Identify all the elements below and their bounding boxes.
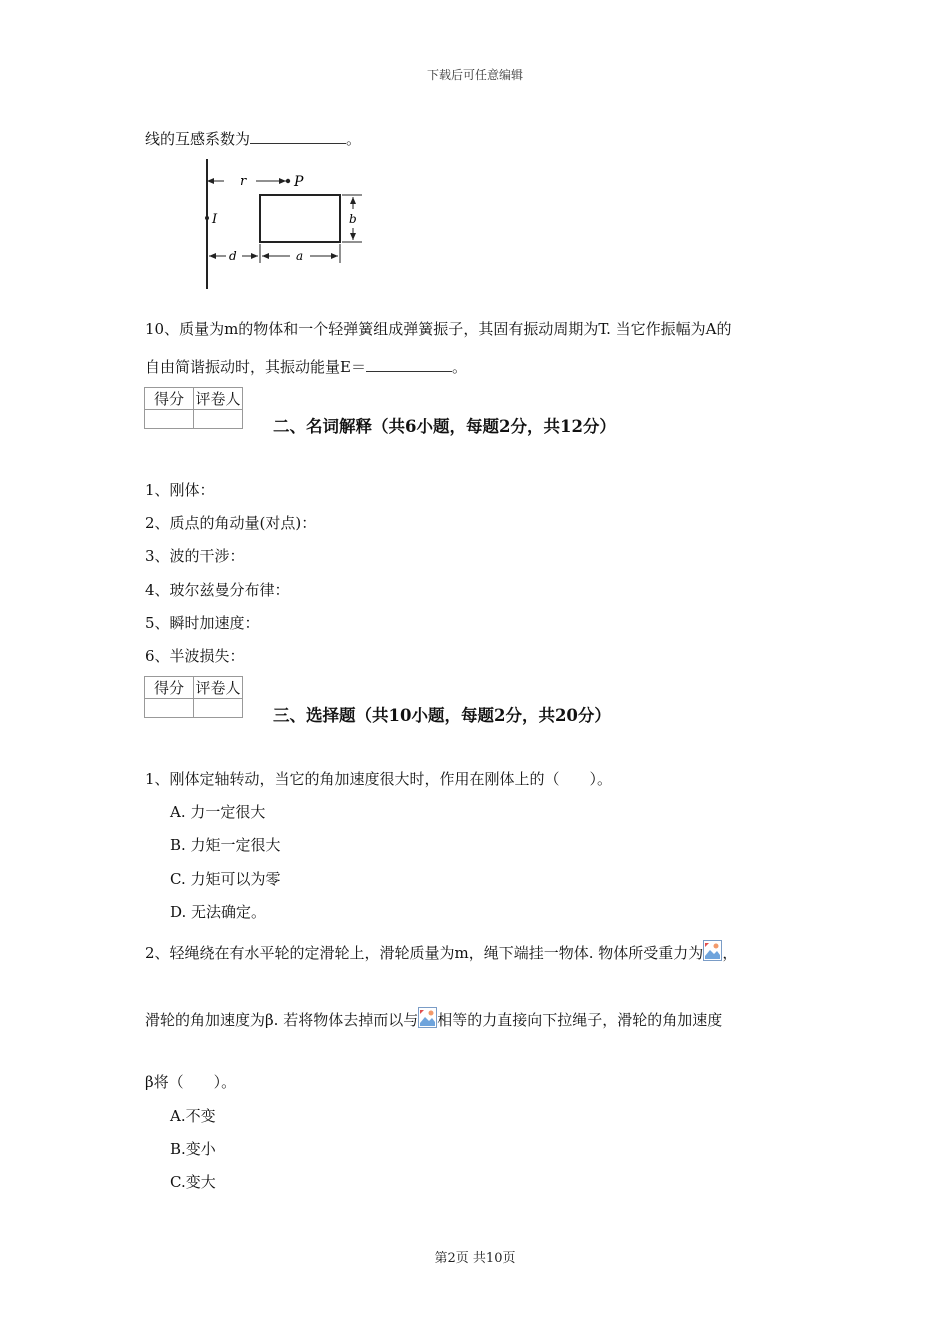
- page-header: 下载后可任意编辑: [426, 68, 523, 82]
- term-item: 4、玻尔兹曼分布律：: [145, 581, 290, 599]
- q10-line2-end: 。: [451, 358, 467, 376]
- q2-line1-end: ，: [722, 944, 738, 962]
- grader-header: 评卷人: [194, 388, 243, 410]
- term-item: 3、波的干涉：: [145, 547, 245, 565]
- score-box: [144, 676, 243, 718]
- broken-image-icon: [703, 940, 722, 961]
- q2-line2-text-b: 相等的力直接向下拉绳子，滑轮的角加速度: [437, 1011, 723, 1029]
- label-b: b: [349, 212, 357, 226]
- q10-line2-text: 自由简谐振动时，其振动能量E＝: [145, 358, 366, 376]
- broken-image-icon: [418, 1007, 437, 1028]
- q9-tail-end: 。: [346, 130, 362, 148]
- page-footer: 第2页 共10页: [434, 1251, 516, 1266]
- point-p: [286, 179, 290, 183]
- label-p: P: [294, 174, 304, 190]
- label-i: I: [212, 212, 218, 227]
- q9-tail-line: [145, 128, 361, 149]
- grader-cell[interactable]: [194, 410, 243, 429]
- answer-blank[interactable]: [250, 129, 346, 144]
- q1-stem: 1、刚体定轴转动，当它的角加速度很大时，作用在刚体上的（ ）。: [145, 770, 613, 788]
- term-item: 1、刚体：: [145, 481, 215, 499]
- q2-line2-text-a: 滑轮的角加速度为β. 若将物体去掉而以与: [145, 1011, 419, 1029]
- q9-tail-text: 线的互感系数为: [145, 130, 251, 148]
- q1-option-a[interactable]: A. 力一定很大: [170, 803, 266, 821]
- term-item: 2、质点的角动量(对点)：: [145, 514, 317, 532]
- label-d: d: [229, 249, 237, 263]
- label-a: a: [296, 249, 304, 263]
- section3-title: 三、选择题（共10小题，每题2分，共20分）: [273, 706, 611, 725]
- q1-option-d[interactable]: D. 无法确定。: [170, 903, 267, 921]
- grader-header: 评卷人: [194, 677, 243, 699]
- score-header: 得分: [145, 388, 194, 410]
- term-item: 5、瞬时加速度：: [145, 614, 260, 632]
- section2-title: 二、名词解释（共6小题，每题2分，共12分）: [273, 417, 616, 436]
- label-r: r: [240, 174, 247, 189]
- q2-line1: [145, 940, 737, 963]
- q1-option-c[interactable]: C. 力矩可以为零: [170, 870, 281, 888]
- q2-option-b[interactable]: B.变小: [170, 1140, 216, 1158]
- q10-line1: 10、质量为m的物体和一个轻弹簧组成弹簧振子，其固有振动周期为T. 当它作振幅为A的: [145, 320, 732, 338]
- rectangular-loop: [260, 195, 340, 242]
- q2-option-a[interactable]: A.不变: [170, 1107, 216, 1125]
- q2-line2: [145, 1007, 722, 1030]
- score-cell[interactable]: [145, 410, 194, 429]
- score-header: 得分: [145, 677, 194, 699]
- grader-cell[interactable]: [194, 699, 243, 718]
- q2-option-c[interactable]: C.变大: [170, 1173, 216, 1191]
- q1-option-b[interactable]: B. 力矩一定很大: [170, 836, 281, 854]
- score-box: [144, 387, 243, 429]
- q10-line2: [145, 356, 467, 377]
- q2-line1-text: 2、轻绳绕在有水平轮的定滑轮上，滑轮质量为m，绳下端挂一物体. 物体所受重力为: [145, 944, 704, 962]
- circuit-figure: [190, 155, 380, 293]
- term-item: 6、半波损失：: [145, 647, 245, 665]
- q2-line3: β将（ ）。: [145, 1073, 237, 1091]
- answer-blank[interactable]: [366, 357, 452, 372]
- score-cell[interactable]: [145, 699, 194, 718]
